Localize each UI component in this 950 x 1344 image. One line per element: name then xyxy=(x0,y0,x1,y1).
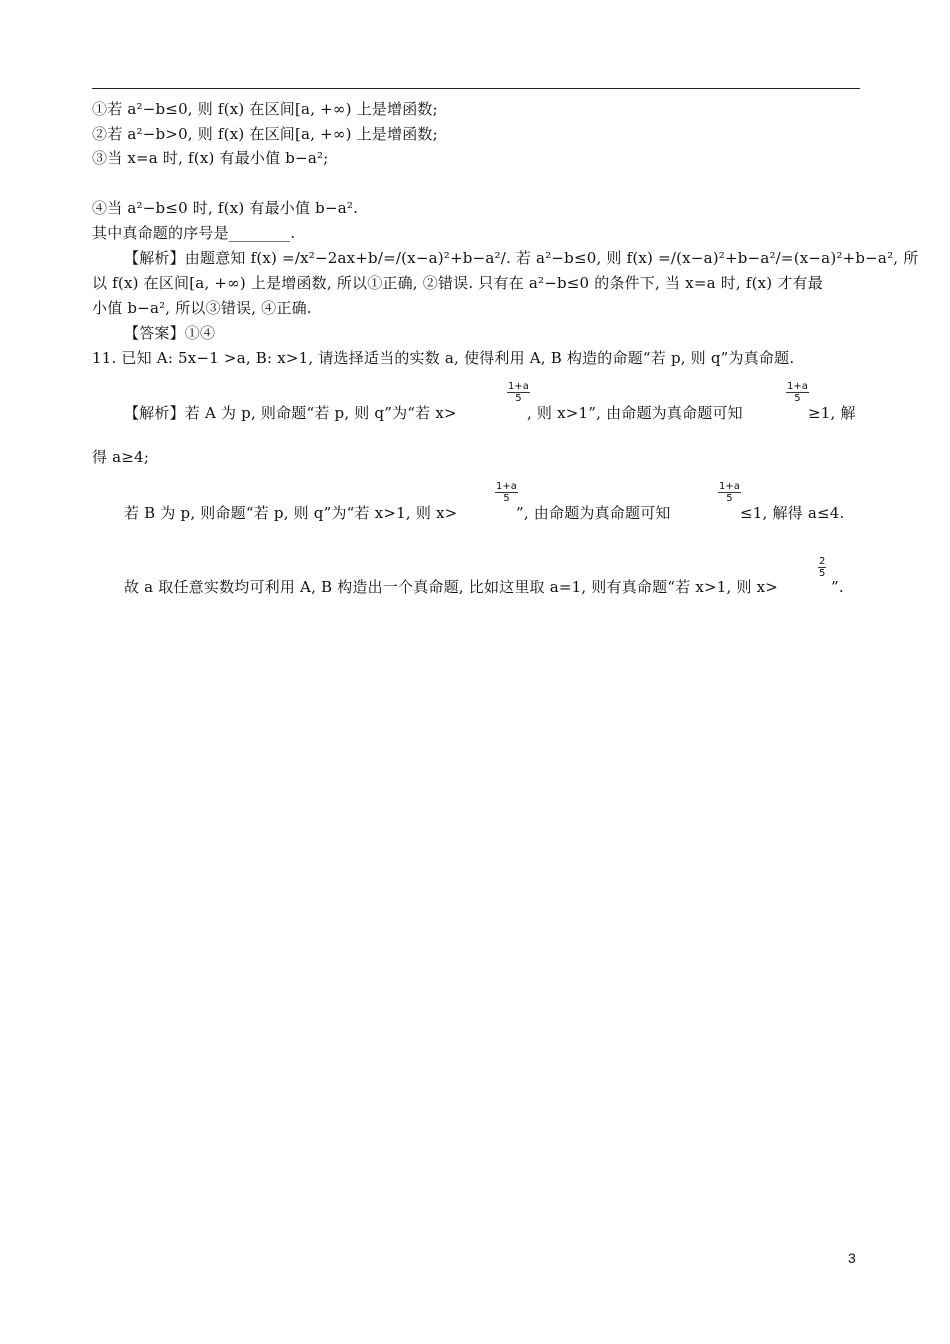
fraction-numerator: 1+a xyxy=(496,481,517,492)
fraction-1-plus-a-over-5 xyxy=(495,481,518,504)
fraction-1-plus-a-over-5 xyxy=(507,381,530,404)
analysis-11-p3-b: ”. xyxy=(831,578,844,596)
analysis-11-p1-b: , 则 x>1”, 由命题为真命题可知 xyxy=(527,404,743,422)
fraction-2-over-5 xyxy=(818,556,826,579)
fraction-numerator: 1+a xyxy=(508,381,529,392)
analysis-11-p1-a: 【解析】若 A 为 p, 则命题“若 p, 则 q”为“若 x> xyxy=(124,404,457,422)
fraction-1-plus-a-over-5 xyxy=(718,481,741,504)
fraction-denominator: 5 xyxy=(503,493,510,504)
fraction-denominator: 5 xyxy=(794,393,801,404)
fraction-1-plus-a-over-5 xyxy=(786,381,809,404)
fraction-denominator: 5 xyxy=(515,393,522,404)
page-number: 3 xyxy=(848,1250,856,1266)
statement-3: ③当 x=a 时, f(x) 有最小值 b−a²; xyxy=(92,149,329,167)
fraction-denominator: 5 xyxy=(726,493,733,504)
analysis-11-p1-d: 得 a≥4; xyxy=(92,448,150,466)
analysis-11-p2-b: ”, 由命题为真命题可知 xyxy=(516,504,671,522)
fraction-numerator: 1+a xyxy=(719,481,740,492)
analysis-10-line-1: 【解析】由题意知 f(x) =/x²−2ax+b/=/(x−a)²+b−a²/. 若 a²−b≤0, 则 f(x) =/(x−a)²+b−a²/=(x−a)²+b−a², 所 xyxy=(124,249,919,267)
question-line: 其中真命题的序号是________. xyxy=(92,224,296,242)
analysis-10-line-3: 小值 b−a², 所以③错误, ④正确. xyxy=(92,299,312,317)
answer-10: 【答案】①④ xyxy=(124,324,216,342)
analysis-10-line-2: 以 f(x) 在区间[a, +∞) 上是增函数, 所以①正确, ②错误. 只有在 a²−b≤0 的条件下, 当 x=a 时, f(x) 才有最 xyxy=(92,274,823,292)
fraction-denominator: 5 xyxy=(819,568,826,579)
statement-1: ①若 a²−b≤0, 则 f(x) 在区间[a, +∞) 上是增函数; xyxy=(92,100,438,118)
analysis-11-p1-c: ≥1, 解 xyxy=(808,404,856,422)
header-rule xyxy=(92,88,860,89)
analysis-11-p2-c: ≤1, 解得 a≤4. xyxy=(740,504,845,522)
analysis-11-p2-a: 若 B 为 p, 则命题“若 p, 则 q”为“若 x>1, 则 x> xyxy=(124,504,458,522)
analysis-11-p3-a: 故 a 取任意实数均可利用 A, B 构造出一个真命题, 比如这里取 a=1, 则有真命题“若 x>1, 则 x> xyxy=(124,578,779,596)
fraction-numerator: 2 xyxy=(819,556,826,567)
problem-11: 11. 已知 A: 5x−1 >a, B: x>1, 请选择适当的实数 a, 使得利用 A, B 构造的命题“若 p, 则 q”为真命题. xyxy=(92,349,795,367)
fraction-numerator: 1+a xyxy=(787,381,808,392)
statement-2: ②若 a²−b>0, 则 f(x) 在区间[a, +∞) 上是增函数; xyxy=(92,125,438,143)
statement-4: ④当 a²−b≤0 时, f(x) 有最小值 b−a². xyxy=(92,199,359,217)
